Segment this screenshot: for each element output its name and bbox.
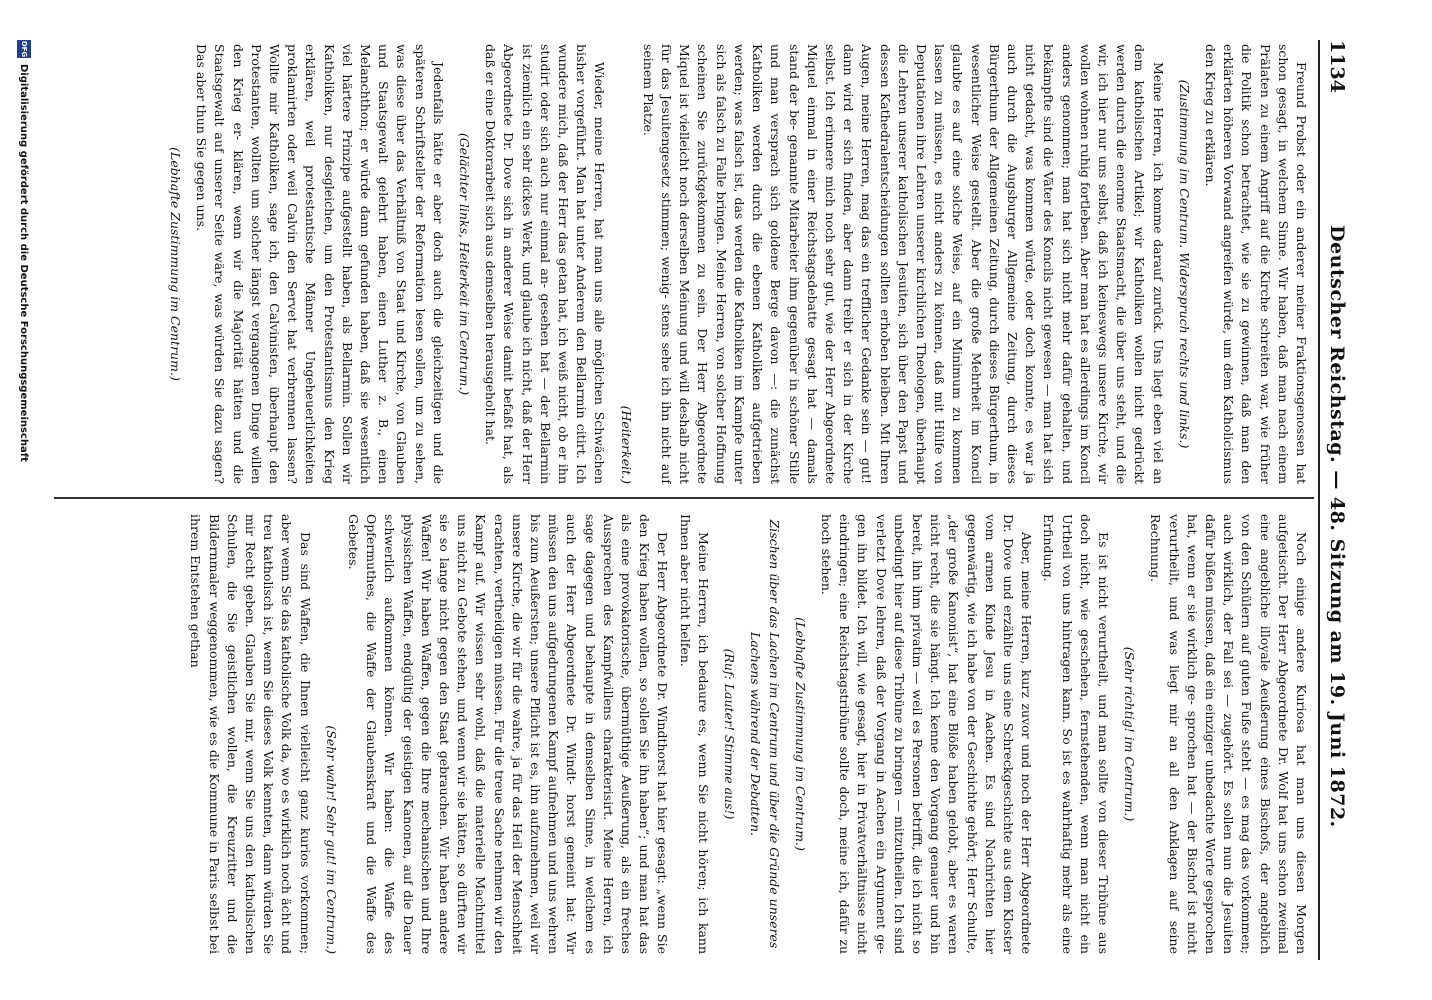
column-divider — [54, 497, 1314, 499]
left-column — [60, 44, 1310, 484]
page-header — [1322, 40, 1352, 960]
stage-note: (Gelächter links, Heiterkeit im Centrum.) — [457, 132, 473, 396]
stage-note: (Heiterkeit.) — [618, 405, 634, 484]
stage-note: (Lebhafte Zustimmung im Centrum.) — [168, 147, 184, 381]
stage-note: (Sehr wahr! Sehr gut! im Centrum.) — [323, 725, 339, 954]
stage-note: (Lebhafte Zustimmung im Centrum.) — [792, 617, 808, 851]
paragraph: Jedenfalls hätte er aber doch auch die gleichzeitigen und die späteren Schriftsteller der Reformation lesen sollen, um zu sehen, was diese über das Verhältniß von Staat und Kirche, von Glauben und Staatsgewalt gelehrt haben, einen Luther z. B., einen Melanchthon; er würde dann gefunden haben, daß sie wesentlich viel härtere Prinzipe aufgestellt haben, als Bellarmin. Sollen wir Katholiken, nur desgleichen, um den Protestantismus den Krieg erklären, weil protestantische Männer Ungeheuerlichkeiten proklamirten oder weil Calvin den Servet hat verbrennen lassen? Wollte mir Katholiken, sage ich, den Calvinisten, überhaupt den Protestanten, wollten um solcher längst vergangenen Dinge willen den Krieg er- klären, wenn wir die Majorität hätten und die Staatsgewalt auf unserer Seite wäre, was würden Sie dazu sagen? Das aber thun Sie gegen uns. — [194, 44, 446, 484]
stage-note: (Ruf: Lauter! Stimme aus!) — [722, 648, 738, 820]
stage-note: (Zustimmung im Centrum. Widerspruch rechts und links.) — [1176, 79, 1192, 449]
paragraph: Das sind Waffen, die Ihnen vielleicht ganz kurios vorkommen; aber wenn Sie das katholische Volk da, wo es wirklich noch ächt und treu katholisch ist, wenn Sie dieses Volk kennten, dann würden Sie mir Recht geben. Glauben Sie mir, wenn Sie uns den katholischen Schulen, die Sie geistlichen wollen, die Kreuzritter und die Bildernmaler weggenommen, wie es die Kommune in Paris selbst bei ihrem Entstehen gethan — [188, 514, 313, 954]
footer-credit: Digitalisierung gefördert durch die Deutsche Forschungsgemeinschaft — [18, 64, 30, 462]
paragraph: Freund Probst oder ein anderer meiner Fraktionsgenossen hat schon gesagt, in welchem Sinne. Wir haben, daß man nach einem Prälaten zu einem Angriff auf die Kirche schreiten war, wie früher die Politik schon betrachtet, wie sie zu gewinnen, daß man den erklärten höheren Vorwand angreifen würde, um dem Katholicismus den Krieg zu erklären. — [1202, 44, 1309, 484]
paragraph: Es ist nicht verurtheilt, und man sollte von dieser Tribüne aus doch nicht, wie geschehen, fernstehenden, wenn man nicht ein Urtheil von uns hintragen kann. So ist es wahrhaftig mehr als eine Erfindung. — [1041, 514, 1111, 954]
paragraph: Meine Herren, ich bedaure es, wenn Sie nicht hören; ich kann Ihnen aber nicht helfen. — [677, 514, 711, 954]
page-footer — [14, 40, 34, 960]
paragraph: Der Herr Abgeordnete Dr. Windthorst hat hier gesagt: „wenn Sie den Krieg haben wollen, so sollen Sie ihn haben“; und man hat das als eine provokatorische, übermüthige Aeußerung, als ein freches Aussprechen des Kampfwillens charakterisirt. Meine Herren, ich sage dagegen und behaupte in demselben Sinne, in welchem es auch der Herr Abgeordnete Dr. Windt- horst gemeint hat: Wir müssen den uns aufgedrungenen Kampf aufnehmen und uns wehren bis zum Aeußersten; unsere Pflicht ist es, ihn aufzunehmen, weil wir unsere Kirche, die wir für die wahre, ja für das Heil der Menschheit erachten, vertheidigen müssen. Für die treue Sache nehmen wir den Kampf auf. Wir wissen sehr wohl, daß die materielle Machtmittel uns nicht zu Gebote stehen, und wenn wir sie hätten, so dürften wir sie so lange nicht gegen den Staat gebrauchen. Wir haben andere Waffen! Wir haben Waffen, gegen die Ihre mechanischen und Ihre physischen Waffen, endgültig der geistigen Kanonen, auf die Dauer schwerlich aufkommen können. Wir haben: die Waffe des Opfermuthes, die Waffe der Glaubenskraft und die Waffe des Gebetes. — [346, 514, 671, 954]
stage-note: Zischen über das Lachen im Centrum und über die Gründe unseres Lachens während der Debatten. — [748, 519, 782, 949]
paragraph: Wieder, meine Herren, hat man uns alle möglichen Schwächen bisher vorgeführt. Man hat unter Anderem den Bellarmin citirt. Ich wundere mich, daß der Herr das getan hat, ich weiß nicht, ob er ihn studirt oder sich auch nur einmal an- gesehen hat — der Bellarmin ist ziemlich ein sehr dickes Werk, und glaube ich nicht, daß der Herr Abgeordnete Dr. Dove sich in anderer Weise damit befaßt hat, als daß er eine Doktorarbeit sich aus demselben herausgeholt hat. — [483, 44, 608, 484]
paragraph: Noch einige andere Kuriosa hat man uns diesen Morgen aufgetischt. Der Herr Abgeordnete Dr. Wolf hat uns schon zweimal eine angebliche illoyale Aeußerung eines Bischofs, der angeblich von den Schülern auf guten Fuße steht — es mag das vorkommen; auch wirklich, der Fall sei — zugehört. Es sollen nun die Jesuiten dafür büßen müssen, daß ein einziger unbedachte Worte gesprochen hat, wenn er sie wirklich ge- sprochen hat — der Bischof ist nicht verurtheilt, und was liegt mir an all den Anklagen auf seine Rechnung. — [1148, 514, 1309, 954]
page-number: 1134 — [1326, 40, 1348, 93]
paragraph: Meine Herren, ich komme darauf zurück. Uns liegt eben viel an dem katholischen Artikel; wir Katholiken wollen nicht gedrückt werden durch die enorme Staatsmacht, die über uns steht, und die wir, ich hier nur uns selbst, daß ich keineswegs unsere Kirche, wir wollen wohnen ruhig fortleben. Aber man hat es allerdings im Koncil anders genommen; man hat sich nicht mehr dafür gehalten, und bekämpfte sind die Väter des Koncils nicht gewesen — man hat sich nicht gedacht, was kommen würde, oder doch konnte, es war ja auch durch die Augsburger Allgemeine Zeitung, durch dieses Bürgerthum der Allgemeinen Zeitung, durch dieses Bürgerthum, in wesentlicher Weise gestellt. Aber die große Mehrheit im Koncil glaubte es auf eine solche Weise, auf ein Minimum zu kommen lassen zu müssen, es nicht anders zu können, daß mit Hülfe von Deputationen ihre Lehren unserer kirchlichen Theologen, überhaupt die Lehren unserer katholischen Jesuiten, sich über den Papst und dessen Kathedralentscheidungen sollten erhoben bleiben. Mit Ihren Augen, meine Herren, mag das ein trefflicher Gedanke sein — gut! dann wird er sich finden, aber dann treibt er sich in der Kirche selbst. Ich erinnere mich noch sehr gut, wie der Herr Abgeordnete Miquel einmal in einer Reichstagsdebatte gesagt hat — damals stand der be- genannte Mitarbeiter ihm gegenüber in schöner Stille und man versprach sich goldene Berge davon —: die zunächst Katholiken werden durch die ebenen Katholiken aufgetrieben werden; was falsch ist, das werden die Katholiken im Kampfe unter sich als falsch zu Falle bringen. Meine Herren, von solcher Hoffnung scheinen Sie zurückgekommen zu sein. Der Herr Abgeordnete Miquel ist vielleicht noch derselben Meinung und will deshalb nicht für das Jesuitengesetz stimmen; wenig- stens sehe ich ihn nicht auf seinem Platze. — [640, 44, 1166, 484]
stage-note: (Sehr richtig! im Centrum.) — [1122, 646, 1138, 822]
header-rule — [1318, 40, 1320, 960]
paragraph: Aber, meine Herren, kurz zuvor und noch der Herr Abgeordnete Dr. Dove und erzählte uns eine Schreckgeschichte aus dem Kloster vom armen Kinde Jesu in Aachen. Es sind Nachrichten hier gegenwärtig, wie ich habe von der Geschichte gehört; Herr Schulte, „der große Kanonist“, hat eine Blöße haben gelobt, aber es waren nicht recht, die sie hängt. Ich kenne den Vorgang genauer und bin bereit, ihn ihm privatim — weil es Personen betrifft, die ich nicht so unbedingt hier auf diese Tribüne zu bringen — mitzutheilen. Ich sind verletzt Dove lehren, daß der Vorgang in Aachen ein Argument ge- gen ihn bildet. Ich will, wie gesagt, hier in Privatverhältnisse nicht eindringen; eine Reichstagstribüne sollte doch, meine ich, dafür zu hoch stehen. — [818, 514, 1035, 954]
page-title: Deutscher Reichstag. — 48. Sitzung am 19. Juni 1872. — [1326, 225, 1348, 828]
right-column — [60, 514, 1310, 954]
dfg-logo: DFG — [17, 40, 31, 58]
